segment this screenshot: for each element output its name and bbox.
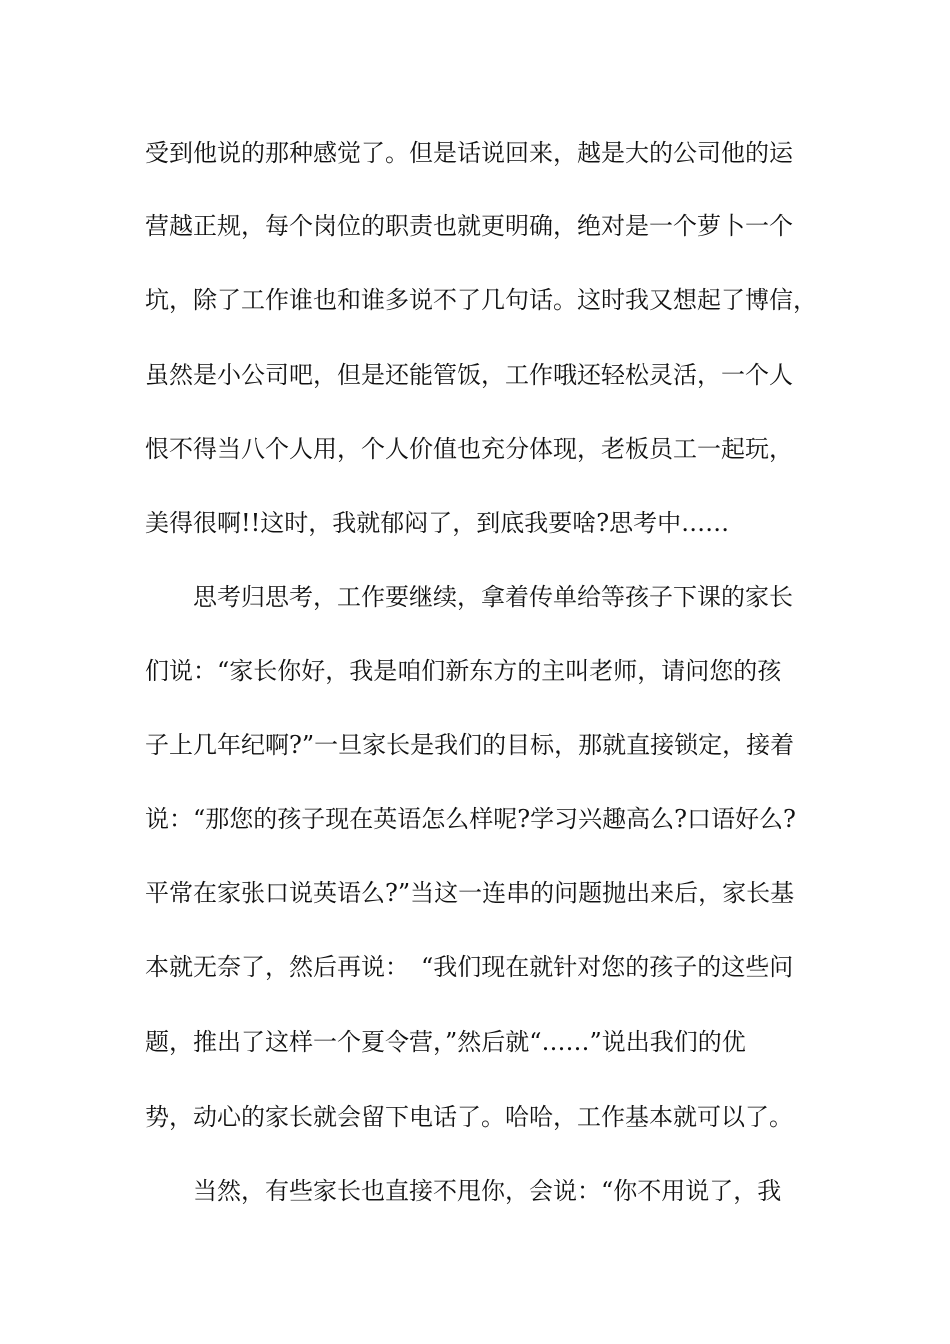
text-line-11: 平常在家张口说英语么?”当这一连串的问题抛出来后，家长基 bbox=[145, 879, 795, 907]
text-line-15: 当然，有些家长也直接不甩你，会说：“你不用说了，我 bbox=[193, 1177, 782, 1205]
text-line-1: 受到他说的那种感觉了。但是话说回来，越是大的公司他的运 bbox=[145, 139, 793, 167]
text-line-2: 营越正规，每个岗位的职责也就更明确，绝对是一个萝卜一个 bbox=[145, 212, 793, 240]
text-line-14: 势，动心的家长就会留下电话了。哈哈，工作基本就可以了。 bbox=[145, 1103, 793, 1131]
text-line-7: 思考归思考，工作要继续，拿着传单给等孩子下课的家长 bbox=[193, 583, 793, 611]
text-line-5: 恨不得当八个人用，个人价值也充分体现，老板员工一起玩， bbox=[145, 435, 793, 463]
text-line-12: 本就无奈了，然后再说： “我们现在就针对您的孩子的这些问 bbox=[145, 953, 794, 981]
text-line-4: 虽然是小公司吧，但是还能管饭，工作哦还轻松灵活，一个人 bbox=[145, 361, 793, 389]
text-line-6: 美得很啊!!这时，我就郁闷了，到底我要啥?思考中…… bbox=[145, 509, 730, 537]
text-line-9: 子上几年纪啊?”一旦家长是我们的目标，那就直接锁定，接着 bbox=[145, 731, 795, 759]
text-line-3: 坑，除了工作谁也和谁多说不了几句话。这时我又想起了博信， bbox=[145, 286, 817, 314]
text-line-13: 题，推出了这样一个夏令营，”然后就“……”说出我们的优 bbox=[145, 1028, 746, 1056]
text-line-10: 说：“那您的孩子现在英语怎么样呢?学习兴趣高么?口语好么? bbox=[145, 805, 796, 833]
text-line-8: 们说：“家长你好，我是咱们新东方的主叫老师，请问您的孩 bbox=[145, 657, 782, 685]
